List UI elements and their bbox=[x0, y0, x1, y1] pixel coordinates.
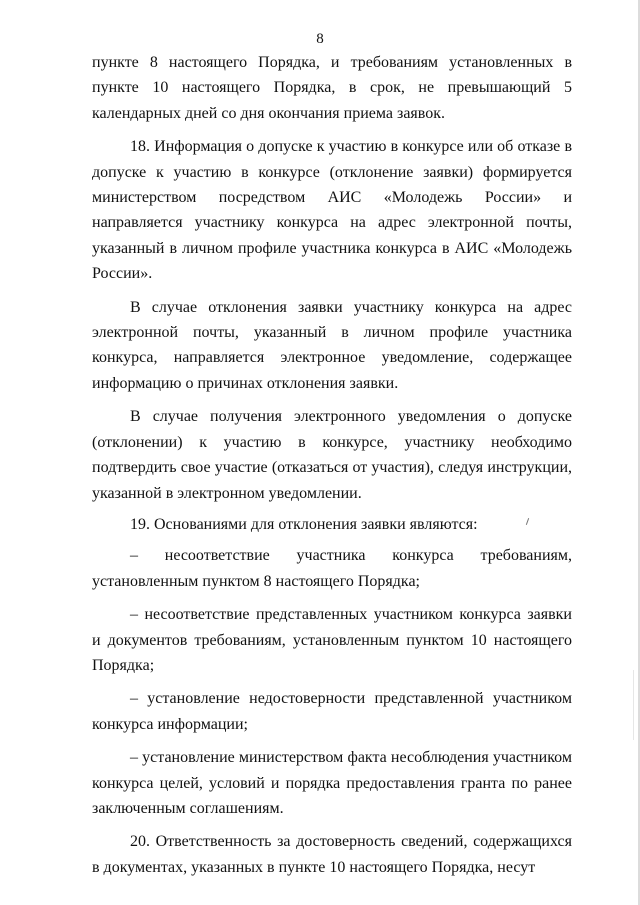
paragraph-item-19: 19. Основаниями для отклонения заявки являются: bbox=[130, 515, 478, 533]
paragraph-item-18: 18. Информация о допуске к участию в конкурсе или об отказе в допуске к участию в конкурсе (отклонение заявки) формируется министерством посредством АИС «Молодежь России» и направляется участнику конкурса на адрес электронной почты, указанный в личном профиле участника конкурса в АИС «Молодежь России». bbox=[92, 138, 572, 283]
paragraph-rejection-notice: В случае отклонения заявки участнику конкурса на адрес электронной почты, указанный в личном профиле участника конкурса, направляется электронное уведомление, содержащее информацию о причинах отклонения заявки. bbox=[92, 298, 572, 392]
document-body bbox=[92, 50, 572, 880]
list-item-reason-2: – несоответствие представленных участником конкурса заявки и документов требованиям, установленным пунктом 10 настоящего Порядка; bbox=[92, 606, 572, 674]
list-item-reason-3: – установление недостоверности представленной участником конкурса информации; bbox=[92, 690, 572, 733]
list-item-reason-1: – несоответствие участника конкурса требованиям, установленным пунктом 8 настоящего Порядка; bbox=[92, 547, 572, 590]
page-number: 8 bbox=[316, 31, 324, 47]
list-item-reason-4: – установление министерством факта несоблюдения участником конкурса целей, условий и порядка предоставления гранта по ранее заключенным соглашениям. bbox=[92, 749, 572, 817]
paragraph-continuation: пункте 8 настоящего Порядка, и требованиям установленных в пункте 10 настоящего Порядка, в срок, не превышающий 5 календарных дней со дня окончания приема заявок. bbox=[92, 54, 572, 122]
scan-edge-mark bbox=[633, 670, 634, 740]
paragraph-confirmation: В случае получения электронного уведомления о допуске (отклонении) к участию в конкурсе, участнику необходимо подтвердить свое участие (отказаться от участия), следуя инструкции, указанной в электронном уведомлении. bbox=[92, 408, 572, 502]
paragraph-item-20: 20. Ответственность за достоверность сведений, содержащихся в документах, указанных в пункте 10 настоящего Порядка, несут bbox=[92, 833, 572, 876]
